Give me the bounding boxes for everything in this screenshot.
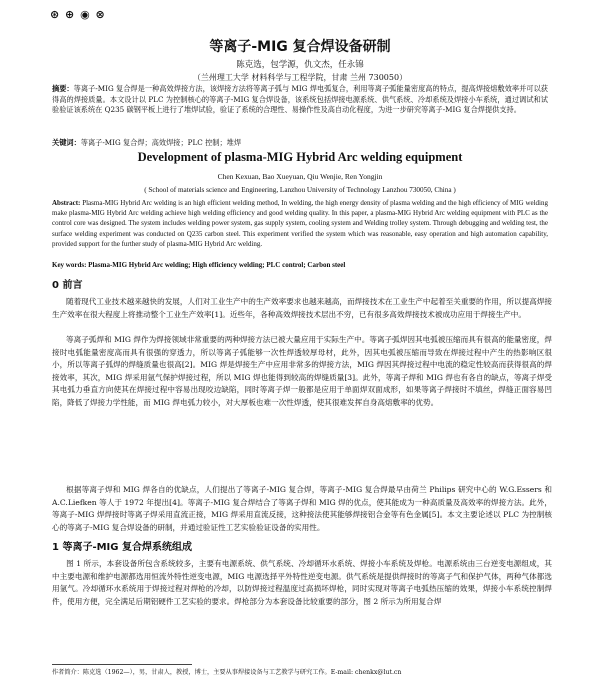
body-paragraph-2 [52, 334, 552, 410]
body-paragraph-1-text: 随着现代工业技术越来越快的发展，人们对工业生产中的生产效率要求也越来越高，而焊接技术在工业生产中起着至关重要的作用，所以提高焊接生产效率在很大程度上将推动整个工业生产效率[1]。近些年，各种高效焊接技术层出不穷，已有很多高效焊接技术被成功应用于焊接生产中。 [52, 297, 552, 319]
chinese-authors: 陈克选，包学源，仇文杰，任永锦 [236, 60, 364, 70]
body-paragraph-4 [52, 558, 552, 608]
english-keywords-text: Plasma-MIG Hybrid Arc welding; High efficiency welding; PLC control; Carbon steel [88, 261, 346, 269]
body-paragraph-1 [52, 296, 552, 321]
english-keywords-label: Key words: [52, 261, 87, 269]
english-abstract-label: Abstract: [52, 199, 81, 207]
english-abstract-text: Plasma-MIG Hybrid Arc welding is an high efficient welding method, In welding, the high energy density of plasma welding and the high efficiency of MIG welding make plasma-MIG Hybrid Arc welding achieve high welding efficiency and good welding quality. In this paper, a plasma-MIG Hybrid Arc welding equipment with PLC as the control core was designed. The system includes welding power system, gas supply system, cooling system and Welding trolley system. Through debugging and welding test, the surface welding experiment was conducted on Q235 carbon steel. This experiment verified the system which was reasonable, easy operation and high automation capability, provided support for the further study of plasma-MIG Hybrid Arc welding. [52, 199, 549, 248]
section-heading-system: 1 等离子-MIG 复合焊系统组成 [52, 542, 192, 553]
chinese-keywords-label: 关键词： [52, 138, 81, 147]
body-paragraph-3 [52, 484, 552, 534]
english-title: Development of plasma-MIG Hybrid Arc welding equipment [137, 150, 463, 164]
body-paragraph-2-text: 等离子弧焊和 MIG 焊作为焊接领域非常重要的两种焊接方法已被大量应用于实际生产中。等离子弧焊因其电弧被压缩而具有很高的能量密度，焊接时电弧能量密度高而具有很强的穿透力，所以等离子弧能够一次性焊透较厚母材，此外，因其电弧被压缩而导致在焊接过程中产生的热影响区很小，所以等离子弧焊的焊缝质量也很高[2]。MIG 焊是焊接生产中应用非常多的焊接方法，MIG 焊因其焊接过程中电流的稳定性较高而获得很高的焊接效率，其次，MIG 焊采用氩气保护焊接过程，所以 MIG 焊也能得到较高的焊缝质量[3]。此外，等离子焊和 MIG 焊也有各自的缺点，等离子焊受其电弧力垂直方向使其在焊接过程中容易出现咬边缺陷，同时等离子焊一般都是应用于单面焊双面成形，如果等离子焊接时不填丝，焊缝正面容易凹陷，降低了焊接力学性能，而 MIG 焊电弧力较小，对大厚板也难一次性焊透，使其很难发挥自身高熔敷率的优势。 [52, 335, 552, 407]
chinese-abstract-text: 等离子-MIG 复合焊是一种高效焊接方法，该焊接方法将等离子弧与 MIG 焊电弧复合，利用等离子弧能量密度高的特点，提高焊接熔敷效率并可以获得高的焊接质量。本文设计以 PLC 为控制核心的等离子-MIG 复合焊设备，该系统包括焊接电源系统、供气系统、冷却系统及焊接小车系统，通过调试和试验验证该系统在 Q235 碳钢平板上进行了堆焊试验，验证了系统的合理性、易操作性及高自动化程度，为进一步研究等离子-MIG 复合焊提供支持。 [52, 84, 548, 115]
chinese-abstract-label: 摘要： [52, 84, 74, 93]
english-authors: Chen Kexuan, Bao Xueyuan, Qiu Wenjie, Ren Yongjin [217, 172, 383, 181]
footnote-divider [52, 664, 192, 665]
chinese-affiliation: （兰州理工大学 材料科学与工程学院，甘肃 兰州 730050） [192, 73, 408, 82]
body-paragraph-3-text: 根据等离子焊和 MIG 焊各自的优缺点，人们提出了等离子-MIG 复合焊，等离子-MIG 复合焊最早由荷兰 Philips 研究中心的 W.G.Essers 和 A.C.Liefken 等人于 1972 年提出[4]。等离子-MIG 复合焊结合了等离子焊和 MIG 焊的优点，使其能成为一种高质量及高效率的焊接方法。此外，等离子-MIG 焊焊接时等离子焊采用直流正接，MIG 焊采用直流反接，这种接法使其能够焊接铝合金等有色金属[5]。本文主要论述以 PLC 为控制核心的等离子-MIG 复合焊设备的研制，并通过验证性工艺实验验证设备的实用性。 [52, 485, 552, 532]
body-paragraph-4-text: 图 1 所示，本套设备所包含系统较多，主要有电源系统、供气系统、冷却循环水系统、焊接小车系统及焊枪。电源系统由三台逆变电源组成，其中主要电源和维护电源都选用恒流外特性逆变电源，MIG 电源选择平外特性逆变电源。供气系统是提供焊接时的等离子气和保护气体，两种气体都选用氩气。冷却循环水系统用于焊接过程对焊枪的冷却，以防焊接过程温度过高损坏焊枪，同时实现对等离子电弧热压缩的效果，焊接小车系统控制焊件，使用方便，完全满足后期铝硬件工艺实验的要求。焊枪部分为本套设备比较重要的部分，图 2 所示为所用复合焊 [52, 559, 552, 606]
author-footnote: 作者简介：陈克选（1962—），男，甘肃人，教授，博士，主要从事焊接设备与工艺教学与研究工作。E-mail: chenkx@lut.cn [52, 669, 402, 676]
section-heading-preface: 0 前言 [52, 280, 83, 291]
chinese-abstract [52, 84, 548, 116]
chinese-title: 等离子-MIG 复合焊设备研制 [209, 39, 391, 55]
chinese-keywords-text: 等离子-MIG 复合焊；高效焊接；PLC 控制；堆焊 [80, 138, 242, 147]
journal-logo: ⊛ ⊕ ◉ ⊗ [50, 8, 106, 21]
english-affiliation: ( School of materials science and Engineering, Lanzhou University of Technology Lanzhou 730050, China ) [144, 186, 456, 194]
chinese-keywords [52, 138, 548, 148]
english-keywords [52, 261, 548, 269]
english-abstract [52, 198, 548, 249]
